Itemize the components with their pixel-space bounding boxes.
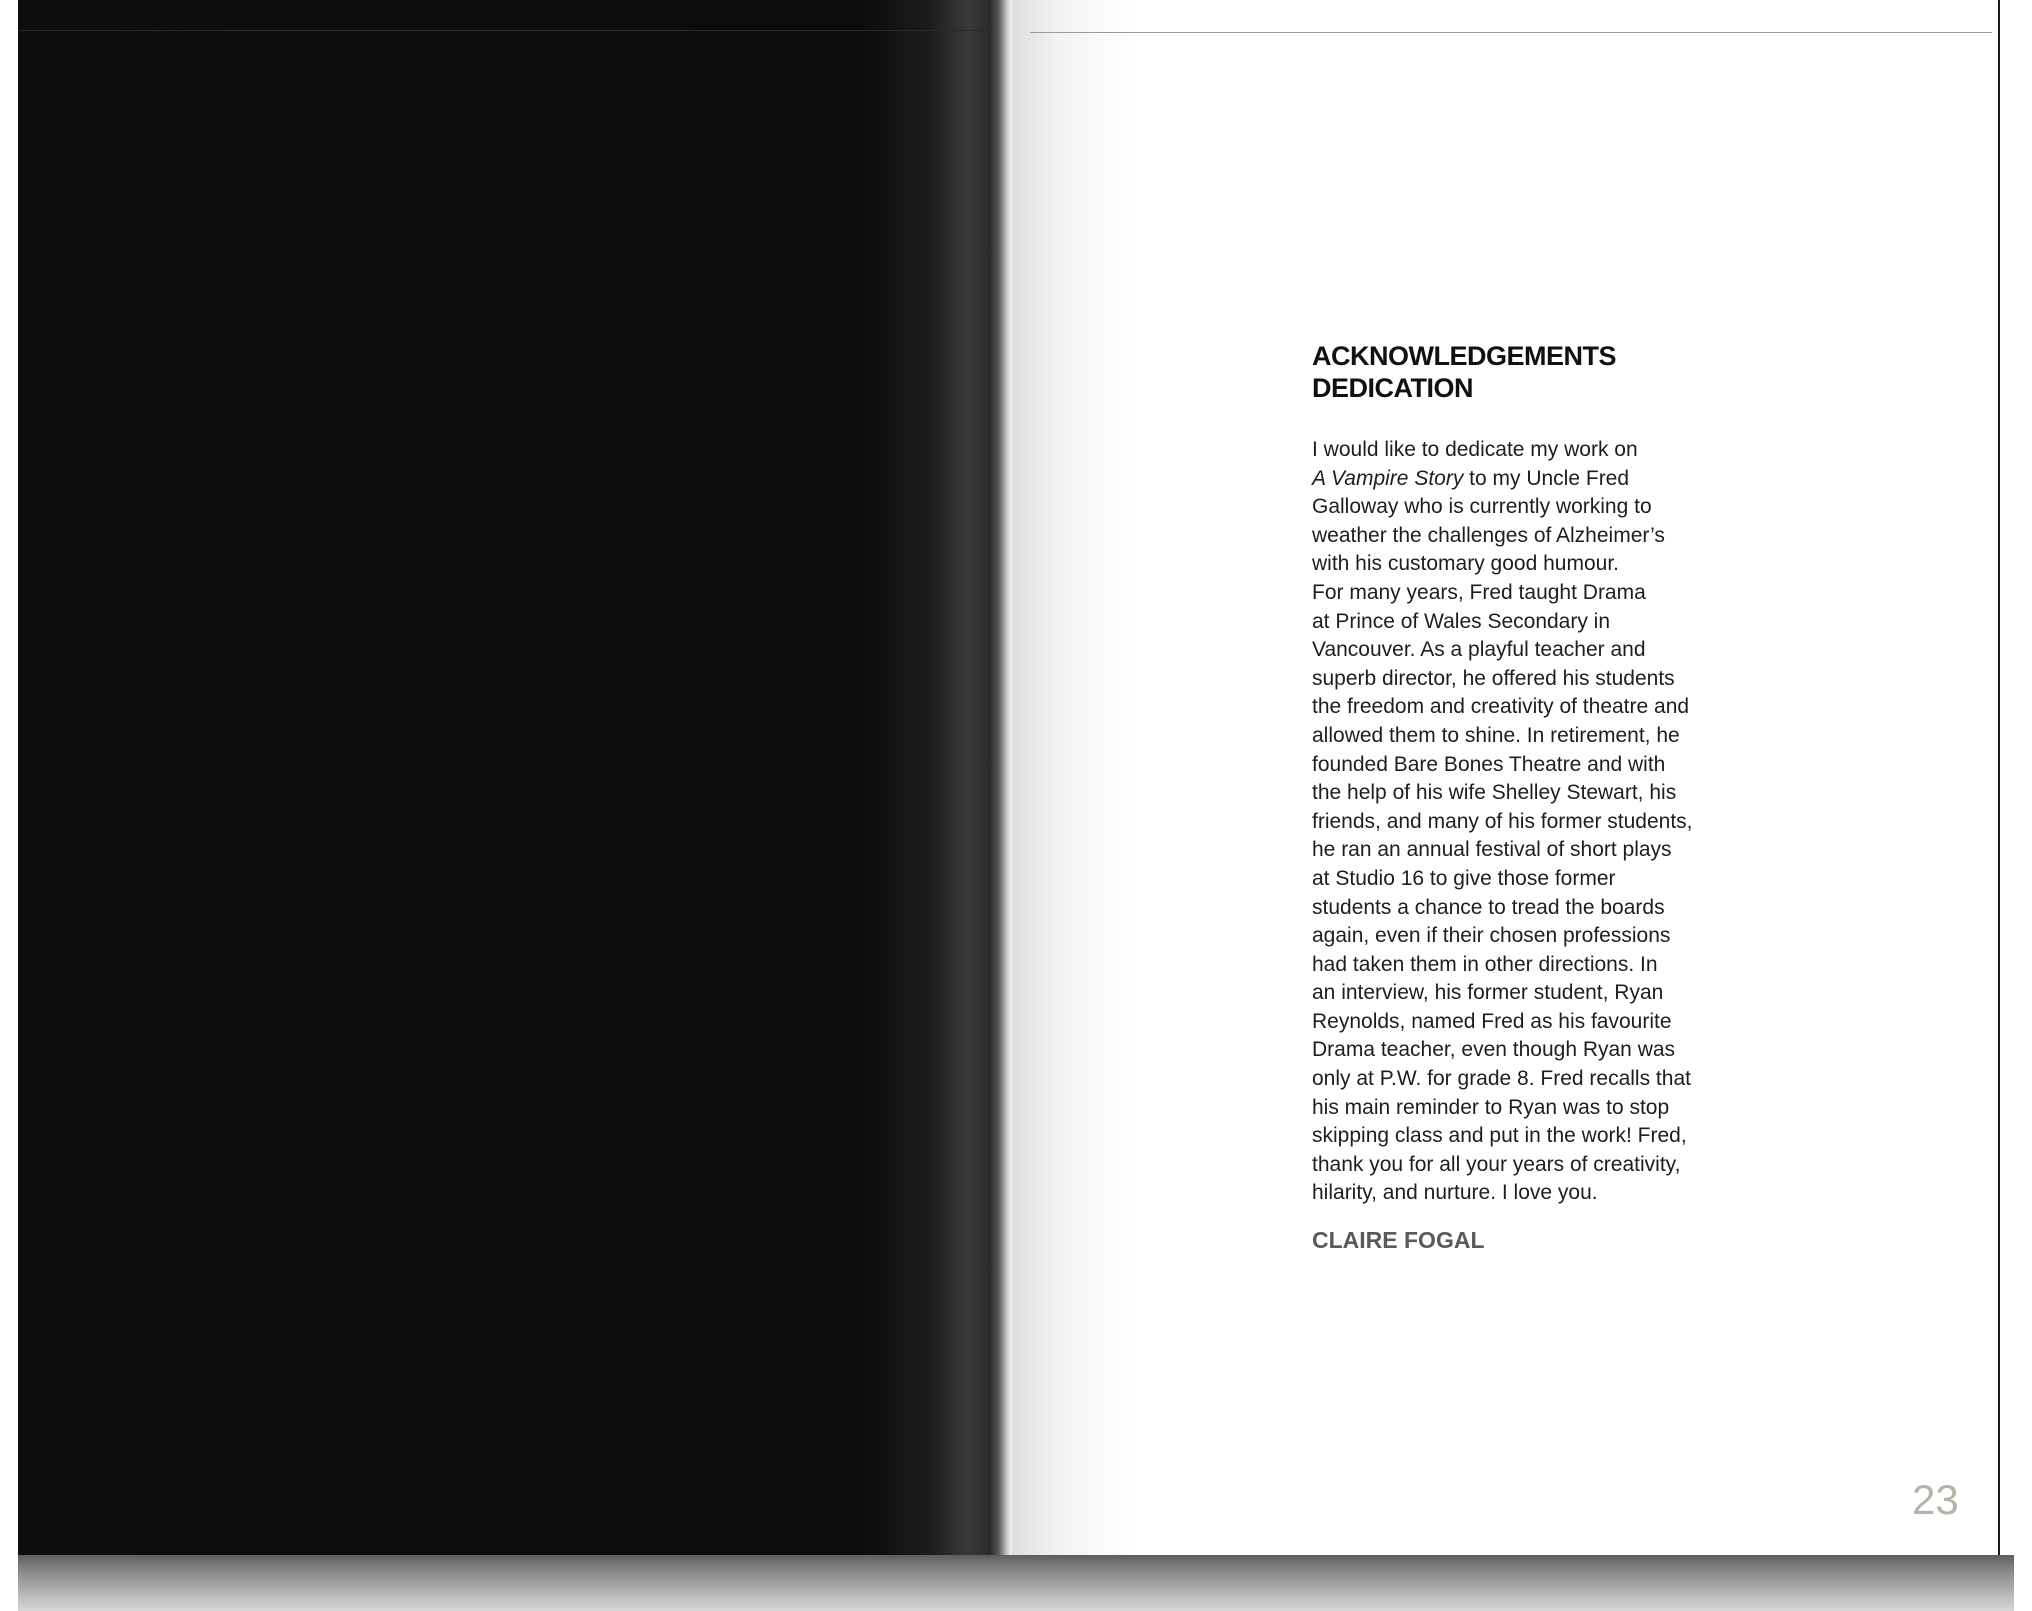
body-line: the freedom and creativity of theatre and: [1312, 695, 1690, 719]
heading-line-dedication: DEDICATION: [1312, 373, 1473, 403]
right-page-edge: [1998, 0, 2000, 1555]
body-line: again, even if their chosen professions: [1312, 924, 1671, 948]
body-line: his main reminder to Ryan was to stop: [1312, 1095, 1670, 1119]
section-heading: [1312, 340, 1772, 404]
left-page-black: [18, 0, 1008, 1555]
body-line-rest: to my Uncle Fred: [1463, 466, 1630, 490]
body-line: he ran an annual festival of short plays: [1312, 838, 1672, 862]
body-line: the help of his wife Shelley Stewart, his: [1312, 781, 1677, 805]
dedication-section: [1312, 340, 1772, 1254]
body-line: Galloway who is currently working to: [1312, 495, 1652, 519]
body-line: For many years, Fred taught Drama: [1312, 580, 1646, 604]
heading-line-acknowledgements: ACKNOWLEDGEMENTS: [1312, 341, 1616, 371]
scan-bottom-band: [18, 1555, 2014, 1611]
body-line: friends, and many of his former students,: [1312, 809, 1693, 833]
left-page-top-rule: [18, 30, 1008, 31]
right-page-top-rule: [1030, 32, 1992, 33]
body-line: hilarity, and nurture. I love you.: [1312, 1181, 1598, 1205]
body-line: at Studio 16 to give those former: [1312, 866, 1616, 890]
page-number: 23: [1912, 1476, 1959, 1523]
body-line: had taken them in other directions. In: [1312, 952, 1658, 976]
body-line: only at P.W. for grade 8. Fred recalls that: [1312, 1067, 1691, 1091]
play-title: A Vampire Story: [1312, 466, 1464, 490]
body-line: Vancouver. As a playful teacher and: [1312, 638, 1646, 662]
body-line: founded Bare Bones Theatre and with: [1312, 752, 1666, 776]
body-line: I would like to dedicate my work on: [1312, 438, 1638, 461]
body-line: weather the challenges of Alzheimer’s: [1312, 523, 1665, 547]
body-line: thank you for all your years of creativity,: [1312, 1152, 1681, 1176]
book-gutter: [990, 0, 1012, 1555]
body-line: [1312, 465, 1772, 494]
body-line: allowed them to shine. In retirement, he: [1312, 723, 1680, 747]
body-line: superb director, he offered his students: [1312, 666, 1675, 690]
body-line: at Prince of Wales Secondary in: [1312, 609, 1611, 633]
body-line: an interview, his former student, Ryan: [1312, 981, 1664, 1005]
body-line: with his customary good humour.: [1312, 552, 1619, 576]
body-line: Reynolds, named Fred as his favourite: [1312, 1009, 1672, 1033]
dedication-body: [1312, 436, 1772, 1208]
body-line: Drama teacher, even though Ryan was: [1312, 1038, 1676, 1062]
author-signature: CLAIRE FOGAL: [1312, 1227, 1485, 1254]
body-line: students a chance to tread the boards: [1312, 895, 1665, 919]
body-line: skipping class and put in the work! Fred,: [1312, 1124, 1687, 1148]
